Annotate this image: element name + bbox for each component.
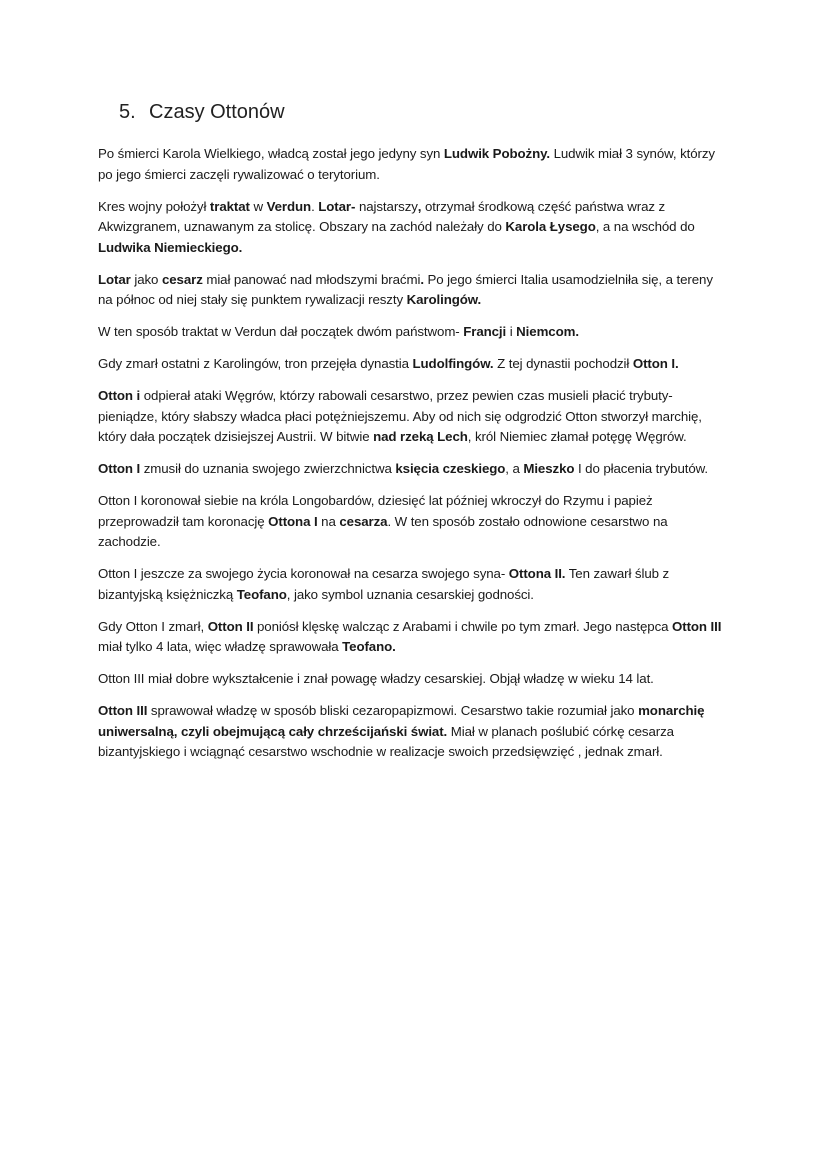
text-run: Otton I jeszcze za swojego życia koronował na cesarza swojego syna- [98, 566, 509, 581]
text-run: poniósł klęskę walcząc z Arabami i chwile po tym zmarł. Jego następca [253, 618, 673, 634]
text-run: Po jego śmierci Italia usamodzielniła się, a tereny na północ od niej stały się punktem rywalizacji reszty [98, 271, 713, 307]
section-title: Czasy Ottonów [149, 101, 285, 123]
bold-text: Otton III [672, 618, 722, 634]
paragraph [98, 144, 728, 185]
text-run: I do płacenia trybutów. [574, 461, 708, 476]
bold-text: Otton III [98, 703, 148, 718]
text-run: , jako symbol uznania cesarskiej godności. [286, 586, 534, 602]
bold-text: cesarz [161, 271, 203, 287]
text-run: jako [130, 271, 162, 287]
text-run: Gdy Otton I zmarł, [98, 618, 208, 634]
paragraph [98, 669, 728, 690]
bold-text: Ottona II. [508, 566, 566, 581]
text-run: Miał w planach poślubić córkę cesarza bizantyjskiego i wciągnąć cesarstwo wschodnie w realizacje swoich przedsięwzięć , jednak zmarł. [98, 723, 674, 759]
paragraph [98, 491, 728, 553]
text-run: , król Niemiec złamał potęgę Węgrów. [467, 429, 687, 444]
bold-text: Verdun [266, 198, 312, 214]
paragraph [98, 197, 728, 259]
bold-text: Lotar- [318, 198, 356, 214]
text-run: . [311, 198, 319, 214]
bold-text: Niemcom. [516, 324, 579, 339]
text-run: . W ten sposób zostało odnowione cesarstwo na zachodzie. [98, 513, 668, 549]
paragraph [98, 270, 728, 311]
bold-text: Otton I [98, 461, 141, 476]
text-run: , a [505, 461, 524, 476]
paragraph [98, 322, 728, 343]
bold-text: nad rzeką Lech [373, 429, 468, 444]
paragraph [98, 701, 728, 763]
text-run: najstarszy [355, 198, 418, 214]
text-run: na [317, 513, 340, 529]
bold-text: Otton I. [632, 356, 679, 371]
paragraph [98, 354, 728, 375]
text-run: Ludwik miał 3 synów, którzy po jego śmierci zaczęli rywalizować o terytorium. [98, 146, 715, 182]
section-number: 5. [119, 101, 136, 123]
bold-text: Ottona I [268, 513, 318, 529]
bold-text: księcia czeskiego [395, 461, 506, 476]
bold-text: Mieszko [523, 461, 575, 476]
paragraph [98, 617, 728, 658]
text-run: miał tylko 4 lata, więc władzę sprawowała [98, 639, 343, 654]
text-run: i [506, 324, 517, 339]
bold-text: traktat [209, 198, 250, 214]
bold-text: , [417, 198, 422, 214]
bold-text: Ludwik Pobożny. [443, 146, 550, 161]
bold-text: Ludolfingów. [412, 356, 494, 371]
text-run: miał panować nad młodszymi braćmi [202, 271, 421, 287]
paragraph [98, 459, 728, 480]
text-run: Po śmierci Karola Wielkiego, władcą został jego jedyny syn [98, 146, 444, 161]
bold-text: Lotar [98, 271, 131, 287]
bold-text: Karola Łysego [505, 219, 596, 234]
text-run: Otton III miał dobre wykształcenie i znał powagę władzy cesarskiej. Objął władzę w wieku 14 lat. [98, 671, 654, 686]
paragraph [98, 386, 728, 448]
bold-text: Karolingów. [406, 292, 482, 307]
bold-text: Teofano. [342, 639, 396, 654]
bold-text: Otton i [98, 388, 141, 403]
text-run: w [249, 198, 267, 214]
paragraph [98, 564, 728, 605]
text-run: odpierał ataki Węgrów, którzy rabowali cesarstwo, przez pewien czas musieli płacić trybuty- pieniądze, który słabszy władca płaci potężniejszemu. Aby od nich się odgrodzić Otton stworzył marchię, który dała początek dzisiejszej Austrii. W bitwie [98, 388, 702, 444]
text-run: Gdy zmarł ostatni z Karolingów, tron przejęła dynastia [98, 356, 413, 371]
text-run: Z tej dynastii pochodził [493, 356, 633, 371]
text-run: Kres wojny położył [98, 198, 210, 214]
document-page [98, 98, 728, 774]
text-run: W ten sposób traktat w Verdun dał początek dwóm państwom- [98, 324, 464, 339]
text-run: Otton I koronował siebie na króla Longobardów, dziesięć lat później wkroczył do Rzymu i papież przeprowadził tam koronację [98, 493, 653, 529]
bold-text: monarchię uniwersalną, czyli obejmującą cały chrześcijański świat. [98, 703, 705, 739]
text-run: , a na wschód do [595, 219, 695, 234]
text-run: Ten zawarł ślub z bizantyjską księżniczką [98, 566, 670, 602]
bold-text: cesarza [339, 513, 388, 529]
section-heading [119, 98, 728, 126]
bold-text: Teofano [236, 586, 287, 602]
text-run: zmusił do uznania swojego zwierzchnictwa [140, 461, 396, 476]
text-run: sprawował władzę w sposób bliski cezaropapizmowi. Cesarstwo takie rozumiał jako [147, 703, 639, 718]
bold-text: . [420, 271, 424, 287]
text-run: otrzymał środkową część państwa wraz z Akwizgranem, uznawanym za stolicę. Obszary na zachód należały do [98, 198, 666, 234]
bold-text: Francji [463, 324, 507, 339]
bold-text: Otton II [207, 618, 254, 634]
body-text [98, 144, 728, 763]
bold-text: Ludwika Niemieckiego. [98, 239, 243, 255]
